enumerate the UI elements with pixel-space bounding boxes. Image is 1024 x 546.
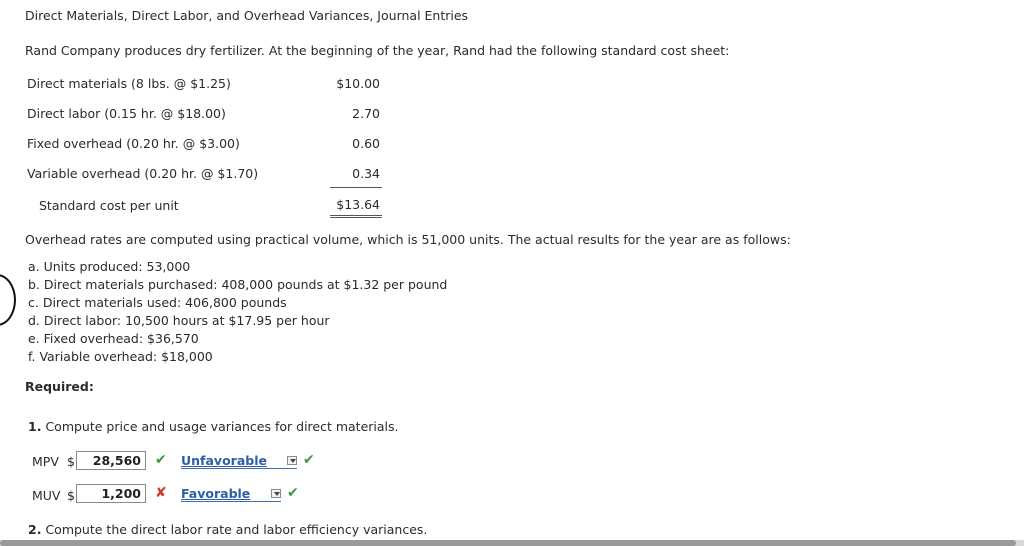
- overhead-text: Overhead rates are computed using practical volume, which is 51,000 units. The actual results for the year are as follows:: [25, 232, 791, 247]
- muv-label: MUV: [32, 488, 61, 503]
- correct-check-icon: ✔: [287, 485, 299, 501]
- list-item: c. Direct materials used: 406,800 pounds: [28, 295, 287, 310]
- mpv-currency: $: [67, 454, 75, 469]
- question-2: [28, 522, 427, 537]
- list-item: a. Units produced: 53,000: [28, 259, 191, 274]
- muv-select[interactable]: [181, 487, 281, 502]
- horizontal-scrollbar[interactable]: [0, 540, 1024, 546]
- list-item: b. Direct materials purchased: 408,000 pounds at $1.32 per pound: [28, 277, 448, 292]
- muv-currency: $: [67, 488, 75, 503]
- question-number: 2.: [28, 522, 42, 537]
- total-double-rule: [330, 215, 382, 218]
- mpv-input[interactable]: 28,560: [76, 451, 146, 470]
- question-1: [28, 419, 399, 434]
- list-item: e. Fixed overhead: $36,570: [28, 331, 199, 346]
- correct-check-icon: ✔: [303, 452, 315, 468]
- chevron-down-icon: [271, 489, 281, 498]
- cost-row-value: 2.70: [352, 106, 380, 121]
- page-title: Direct Materials, Direct Labor, and Overhead Variances, Journal Entries: [25, 8, 469, 23]
- intro-text: Rand Company produces dry fertilizer. At the beginning of the year, Rand had the following standard cost sheet:: [25, 43, 730, 58]
- mpv-label: MPV: [32, 454, 59, 469]
- side-bracket: [0, 274, 16, 326]
- correct-check-icon: ✔: [155, 452, 167, 468]
- question-number: 1.: [28, 419, 42, 434]
- muv-input[interactable]: 1,200: [76, 484, 146, 503]
- required-heading: Required:: [25, 379, 94, 394]
- chevron-down-icon: [287, 456, 297, 465]
- total-label: Standard cost per unit: [39, 198, 179, 213]
- select-value: Favorable: [181, 486, 251, 501]
- scrollbar-thumb[interactable]: [0, 540, 1016, 546]
- incorrect-x-icon: ✘: [155, 485, 167, 501]
- cost-row-label: Direct labor (0.15 hr. @ $18.00): [27, 106, 226, 121]
- cost-row-label: Variable overhead (0.20 hr. @ $1.70): [27, 166, 259, 181]
- cost-row-label: Direct materials (8 lbs. @ $1.25): [27, 76, 231, 91]
- cost-row-value: 0.60: [352, 136, 380, 151]
- mpv-select[interactable]: [181, 454, 297, 469]
- select-value: Unfavorable: [181, 453, 267, 468]
- cost-row-label: Fixed overhead (0.20 hr. @ $3.00): [27, 136, 240, 151]
- list-item: d. Direct labor: 10,500 hours at $17.95 per hour: [28, 313, 330, 328]
- subtotal-rule: [330, 187, 382, 188]
- cost-row-value: $10.00: [336, 76, 380, 91]
- cost-row-value: 0.34: [352, 166, 380, 181]
- total-value: $13.64: [336, 197, 380, 212]
- question-text: Compute price and usage variances for direct materials.: [45, 419, 399, 434]
- list-item: f. Variable overhead: $18,000: [28, 349, 213, 364]
- question-text: Compute the direct labor rate and labor efficiency variances.: [45, 522, 428, 537]
